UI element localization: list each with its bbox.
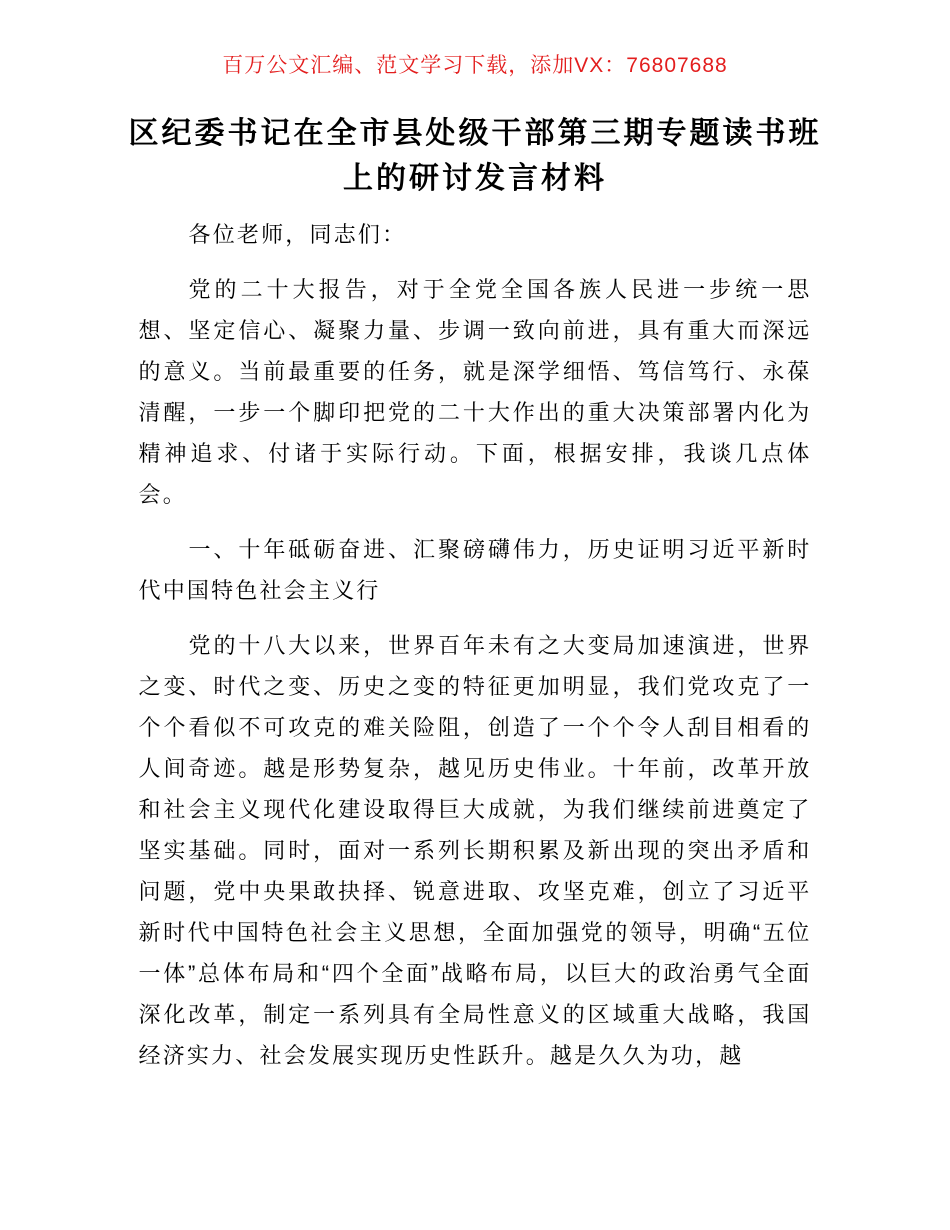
document-title: 区纪委书记在全市县处级干部第三期专题读书班上的研讨发言材料 [128,117,822,195]
paragraph-section-1-body: 党的十八大以来，世界百年未有之大变局加速演进，世界之变、时代之变、历史之变的特征更加明显，我们党攻克了一个个看似不可攻克的难关险阻，创造了一个个令人刮目相看的人间奇迹。越是形势复杂，越见历史伟业。十年前，改革开放和社会主义现代化建设取得巨大成就，为我们继续前进奠定了坚实基础。同时，面对一系列长期积累及新出现的突出矛盾和问题，党中央果敢抉择、锐意进取、攻坚克难，创立了习近平新时代中国特色社会主义思想，全面加强党的领导，明确“五位一体”总体布局和“四个全面”战略布局，以巨大的政治勇气全面深化改革，制定一系列具有全局性意义的区域重大战略，我国经济实力、社会发展实现历史性跃升。越是久久为功，越 [138,633,812,1068]
paragraph-intro: 党的二十大报告，对于全党全国各族人民进一步统一思想、坚定信心、凝聚力量、步调一致向前进，具有重大而深远的意义。当前最重要的任务，就是深学细悟、笃信笃行、永葆清醒，一步一个脚印把党的二十大作出的重大决策部署内化为精神追求、付诸于实际行动。下面，根据安排，我谈几点体会。 [138,277,812,507]
watermark-notice: 百万公文汇编、范文学习下载，添加VX：76807688 [222,54,728,77]
document-body [139,214,812,1076]
section-heading-1: 一、十年砥砺奋进、汇聚磅礴伟力，历史证明习近平新时代中国特色社会主义行 [138,537,812,603]
paragraph-salutation: 各位老师，同志们： [188,222,407,247]
